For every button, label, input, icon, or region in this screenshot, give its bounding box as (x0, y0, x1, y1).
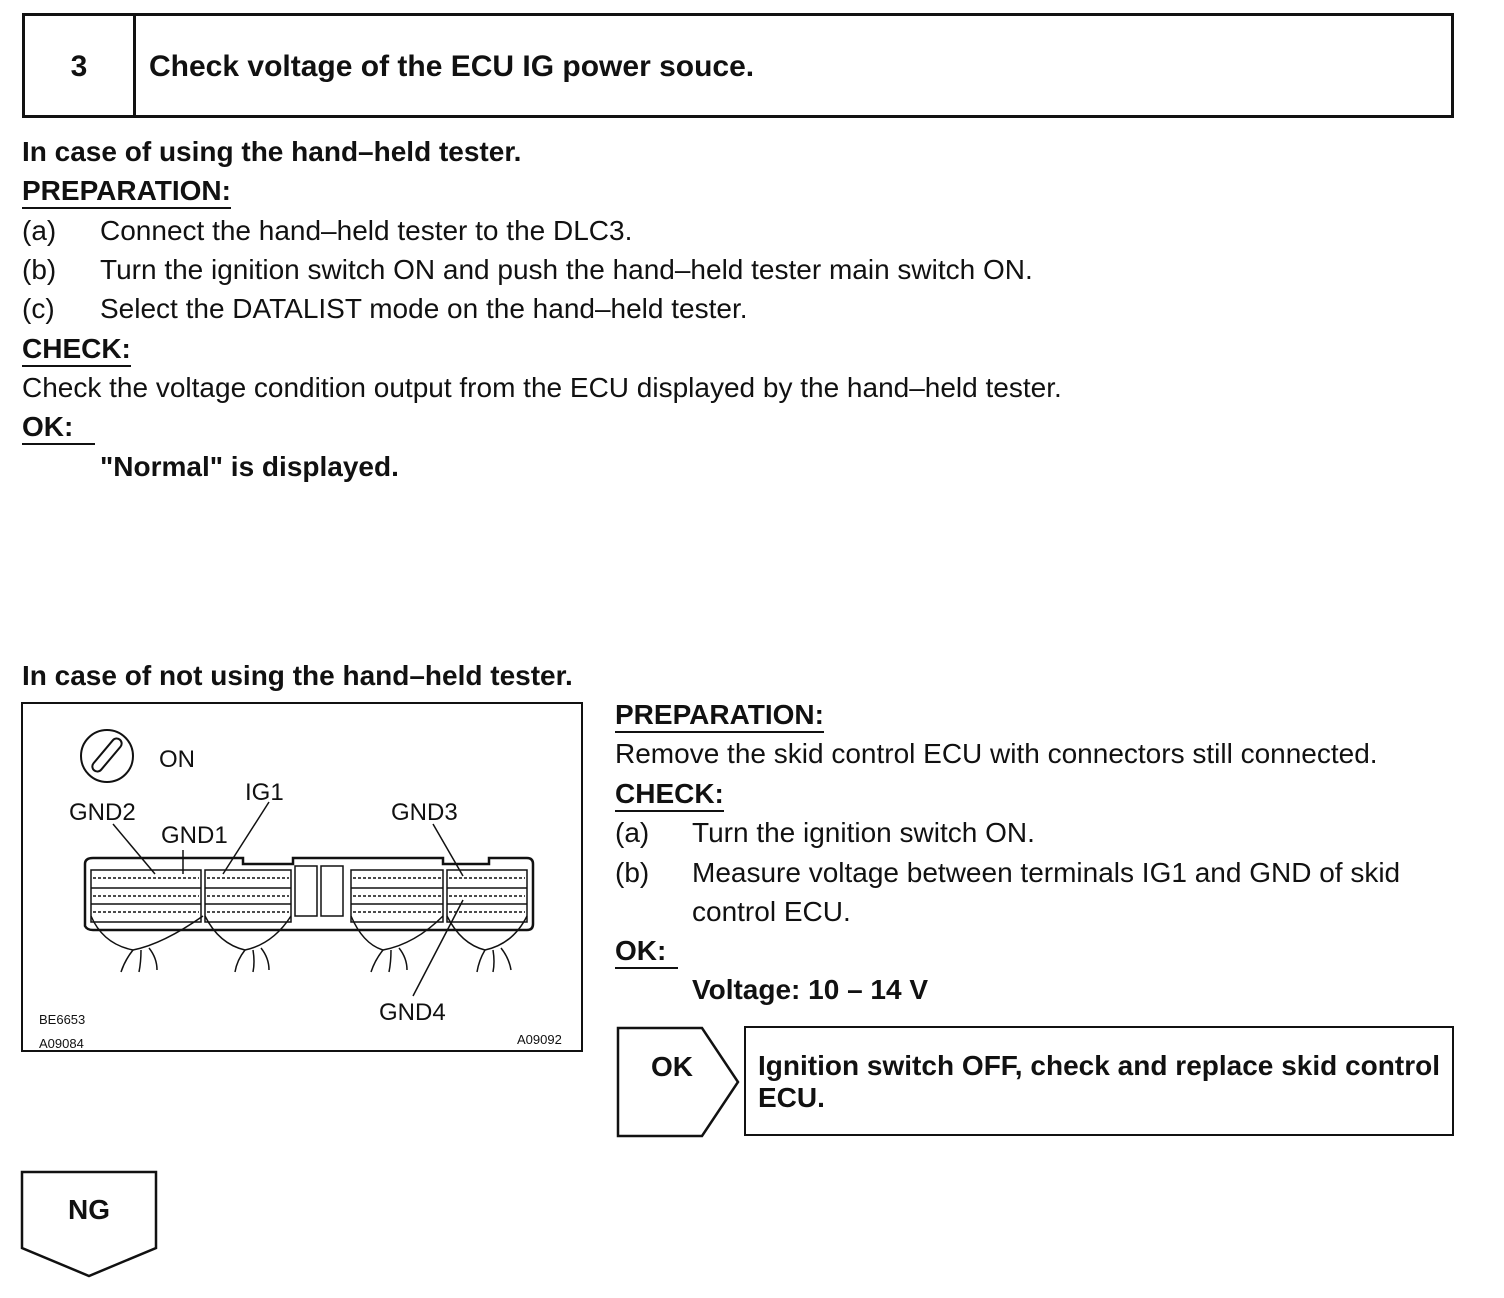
connector-4 (447, 870, 527, 922)
ok-tag-label: OK (651, 1051, 693, 1082)
section2-preparation-label: PREPARATION: (615, 699, 824, 733)
section2-heading: In case of not using the hand–held tester. (22, 660, 573, 691)
section1-preparation-wrap (22, 174, 231, 208)
section1-check-text: Check the voltage condition output from the ECU displayed by the hand–held tester. (22, 372, 1062, 403)
section2-step-b-line1: Measure voltage between terminals IG1 and GND of skid (692, 857, 1401, 888)
ng-tag-label: NG (68, 1194, 110, 1225)
ecu-connector-illustration (23, 704, 581, 1050)
figure-code-left-top: BE6653 (39, 1012, 86, 1027)
section2-step-a-text: Turn the ignition switch ON. (692, 817, 1035, 848)
section1-check-label: CHECK: (22, 333, 131, 367)
connector-3 (351, 870, 443, 922)
section1-step-a-text: Connect the hand–held tester to the DLC3. (100, 215, 633, 246)
ecu-body-outline (85, 858, 533, 930)
section2-preparation-text: Remove the skid control ECU with connectors still connected. (615, 738, 1378, 769)
section2-step-a-letter: (a) (615, 817, 650, 848)
step-number: 3 (70, 50, 88, 83)
section1-heading: In case of using the hand–held tester. (22, 136, 522, 167)
step-title: Check voltage of the ECU IG power souce. (149, 50, 755, 83)
connector-2 (205, 870, 291, 922)
ignition-switch-icon (81, 730, 133, 782)
section2-preparation-wrap (615, 698, 824, 732)
gnd2-label: GND2 (69, 799, 136, 826)
section2-ok-text: Voltage: 10 – 14 V (692, 974, 929, 1005)
section1-step-b-letter: (b) (22, 254, 57, 285)
section1-step-a-letter: (a) (22, 215, 57, 246)
section1-preparation-label: PREPARATION: (22, 175, 231, 209)
connector-1 (91, 870, 201, 922)
ig1-label: IG1 (245, 779, 284, 806)
section1-step-b-text: Turn the ignition switch ON and push the hand–held tester main switch ON. (100, 254, 1033, 285)
gnd4-label: GND4 (379, 999, 446, 1026)
section1-step-c-text: Select the DATALIST mode on the hand–held tester. (100, 293, 748, 324)
switch-on-label: ON (159, 746, 195, 773)
section1-ok-wrap (22, 410, 95, 444)
gnd1-label: GND1 (161, 822, 228, 849)
gnd3-label: GND3 (391, 799, 458, 826)
wire-harness (91, 916, 527, 972)
step-number-cell (25, 16, 136, 115)
figure-code-right-bottom: A09092 (517, 1032, 562, 1047)
section1-ok-text: "Normal" is displayed. (100, 451, 399, 482)
ecu-connector-diagram (21, 702, 583, 1052)
step-header (22, 13, 1454, 118)
section2-check-wrap (615, 777, 724, 811)
ok-result-text: Ignition switch OFF, check and replace skid control ECU. (758, 1050, 1440, 1113)
figure-code-left-bottom: A09084 (39, 1036, 84, 1050)
section2-ok-wrap (615, 934, 678, 968)
section2-ok-label: OK: (615, 935, 678, 969)
section1-step-c-letter: (c) (22, 293, 55, 324)
section2-step-b-line2: control ECU. (692, 896, 851, 927)
ok-result-box (744, 1026, 1454, 1136)
section1-check-wrap (22, 332, 131, 366)
section2-check-label: CHECK: (615, 778, 724, 812)
section2-step-b-letter: (b) (615, 857, 650, 888)
section1-ok-label: OK: (22, 411, 95, 445)
